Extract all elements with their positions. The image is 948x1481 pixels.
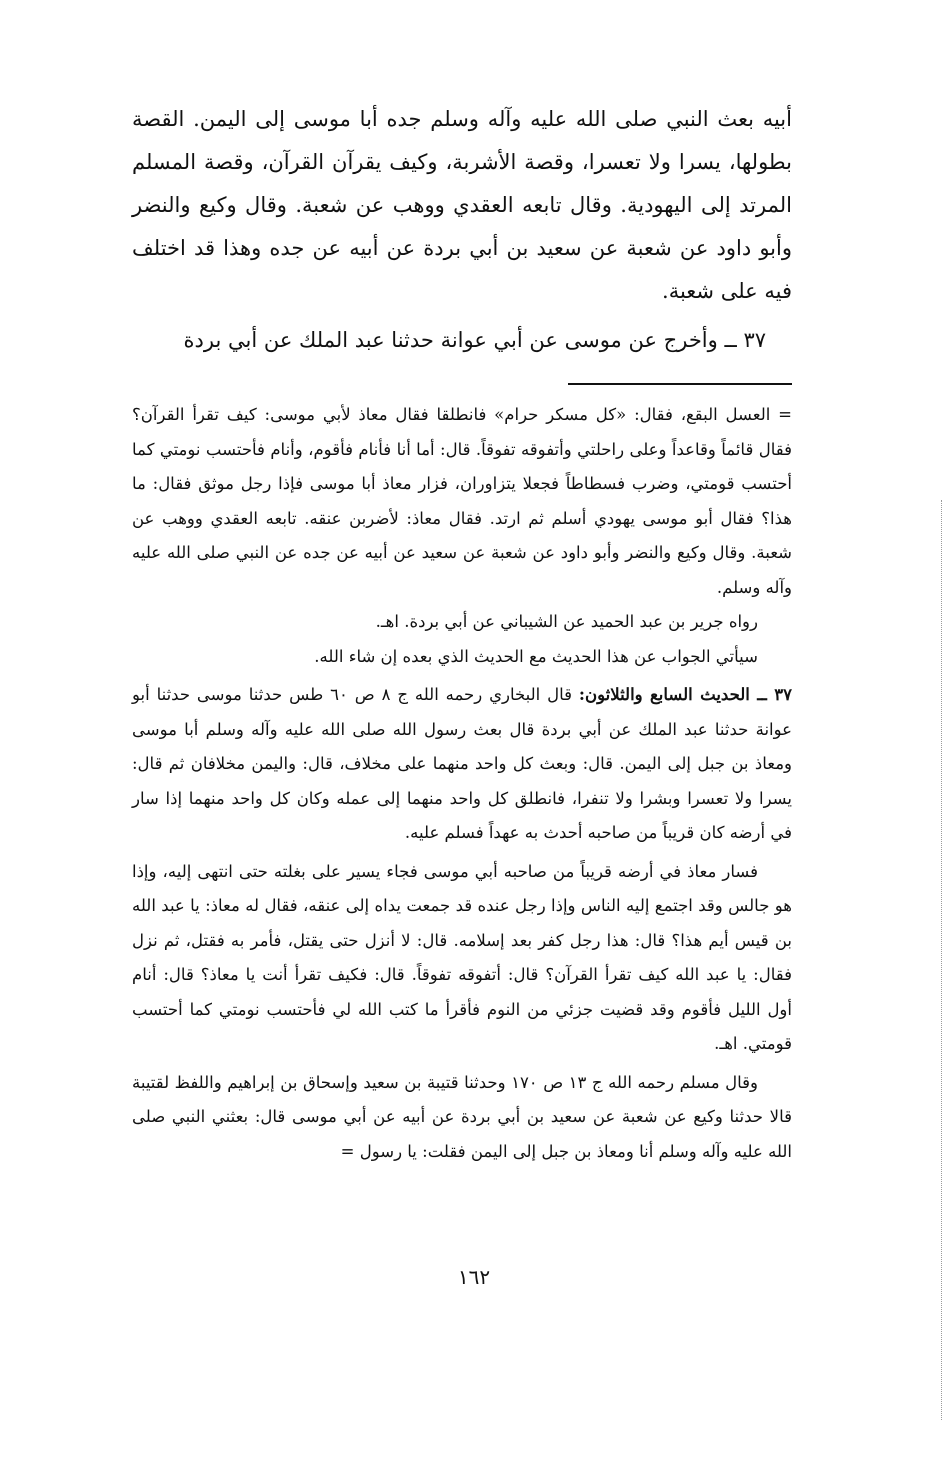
footnote-separator-rule: [568, 383, 792, 385]
scan-edge-artifact: [941, 500, 942, 1420]
hadith-text: قال البخاري رحمه الله ج ٨ ص ٦٠ طس حدثنا موسى حدثنا أبو عوانة حدثنا عبد الملك عن أبي بردة قال بعث رسول الله صلى الله عليه وآله وسلم أبا موسى ومعاذ بن جبل إلى اليمن. قال: وبعث كل واحد منهما على مخلاف، قال: واليمن مخلافان ثم قال: يسرا ولا تعسرا وبشرا ولا تنفرا، فانطلق كل واحد منهما إلى عمله وكان كل واحد منهما إذا سار في أرضه كان قريباً من صاحبه أحدث به عهداً فسلم عليه.: [132, 685, 792, 842]
footnote-paragraph: سيأتي الجواب عن هذا الحديث مع الحديث الذي بعده إن شاء الله.: [314, 646, 758, 666]
page-number: ١٦٢: [457, 1265, 491, 1289]
footnote-paragraph: فسار معاذ في أرضه قريباً من صاحبه أبي موسى فجاء يسير على بغلته حتى انتهى إليه، وإذا هو جالس وقد اجتمع إليه الناس وإذا رجل عنده قد جمعت يداه إلى عنقه، فقال له معاذ: يا عبد الله بن قيس أيم هذا؟ قال: هذا رجل كفر بعد إسلامه. قال: لا أنزل حتى يقتل، فأمر به فقتل، ثم نزل فقال: يا عبد الله كيف تقرأ القرآن؟ قال: أتفوقه تفوقاً. قال: فكيف تقرأ أنت يا معاذ؟ قال: أنام أول الليل فأقوم وقد قضيت جزئي من النوم فأقرأ ما كتب الله لي فأحتسب نومتي كما أحتسب قومتي. اهـ.: [132, 861, 792, 1053]
hadith-heading: ٣٧ ــ الحديث السابع والثلاثون:: [578, 685, 792, 704]
main-paragraph: أبيه بعث النبي صلى الله عليه وآله وسلم جده أبا موسى إلى اليمن. القصة بطولها، يسرا ولا تعسرا، وقصة الأشربة، وكيف يقرآن القرآن، وقصة المسلم المرتد إلى اليهودية. وقال تابعه العقدي ووهب عن شعبة. وقال وكيع والنضر وأبو داود عن شعبة عن سعيد بن أبي بردة عن أبيه عن جده وهذا قد اختلف فيه على شعبة.: [132, 107, 792, 303]
footnote-paragraph: = العسل البقع، فقال: «كل مسكر حرام» فانطلقا فقال معاذ لأبي موسى: كيف تقرأ القرآن؟ فقال قائماً وقاعداً وعلى راحلتي وأتفوقه تفوقاً. قال: أما أنا فأنام فأقوم، وأنام فأحتسب نومتي كما أحتسب قومتي، وضرب فسطاطاً فجعلا يتزاوران، فزار معاذ أبا موسى فإذا رجل موثق فقال: ما هذا؟ فقال أبو موسى يهودي أسلم ثم ارتد. فقال معاذ: لأضربن عنقه. تابعه العقدي ووهب عن شعبة. وقال وكيع والنضر وأبو داود عن شعبة عن سعيد عن أبيه عن جده عن النبي صلى الله عليه وآله وسلم.: [132, 405, 792, 597]
footnote-paragraph: وقال مسلم رحمه الله ج ١٣ ص ١٧٠ وحدثنا قتيبة بن سعيد وإسحاق بن إبراهيم واللفظ لقتيبة قالا حدثنا وكيع عن شعبة عن سعيد بن أبي بردة عن أبيه عن أبي موسى قال: بعثني النبي صلى الله عليه وآله وسلم أنا ومعاذ بن جبل إلى اليمن فقلت: يا رسول =: [132, 1072, 792, 1161]
main-text-block: [132, 98, 792, 362]
main-paragraph: ٣٧ ــ وأخرج عن موسى عن أبي عوانة حدثنا عبد الملك عن أبي بردة: [183, 328, 766, 352]
footnote-paragraph: رواه جرير بن عبد الحميد عن الشيباني عن أبي بردة. اهـ.: [375, 612, 758, 631]
footnote-hadith-paragraph: [132, 678, 792, 851]
footnote-block: [132, 398, 792, 1169]
